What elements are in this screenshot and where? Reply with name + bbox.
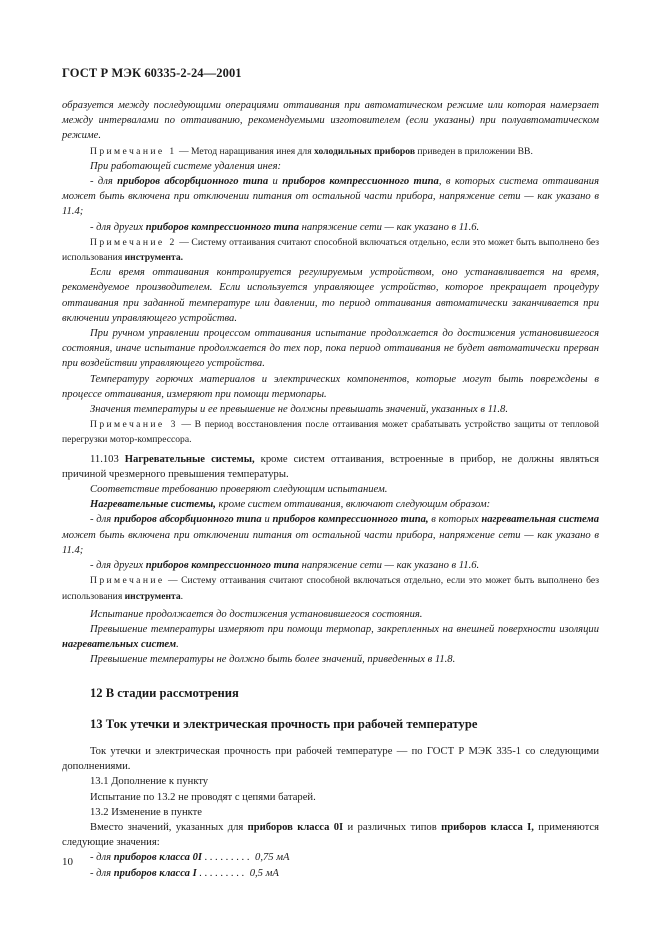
list-item-compression [62,220,599,235]
note-text: — Систему оттаивания считают способной включаться отдельно, если это может быть выполнено без использования [62,236,599,264]
bold-term: приборов класса I, [441,821,534,833]
text-run: . [176,639,179,651]
bold-term: приборов компрессионного типа [145,221,299,233]
note-3 [62,417,599,447]
paragraph-manual-defrost: При ручном управлении процессом оттаивания испытание продолжается до достижения установившегося состояния, иначе испытание продолжается до тех пор, пока период оттаивания не будет автоматически прерван при воздействии управляющего устройства. [62,328,599,370]
bold-term: нагревательных систем [62,639,177,651]
list-item-heating-absorption [62,512,599,558]
paragraph-thermocouple: Температуру горючих материалов и электрических компонентов, которые могут быть повреждены в процессе оттаивания, измеряют при помощи термопары. [62,373,599,400]
paragraph-battery-circuits: Испытание по 13.2 не проводят с цепями батарей. [90,791,316,803]
clause-11-103 [62,452,599,482]
paragraph-steady-state: Испытание продолжается до достижения установившегося состояния. [90,608,423,620]
text-run: напряжение сети — как указано в 11.6. [298,560,480,572]
note-label: Примечание 2 [90,236,177,248]
clause-13-2: 13.2 Изменение в пункте [90,806,202,818]
bold-term: приборов класса 0I [113,852,203,864]
leader-dots: . . . . . . . . . [196,867,250,879]
bold-term: приборов абсорбционного типа [113,514,262,526]
paragraph-defrost-working: При работающей системе удаления инея: [90,160,282,172]
note-text: — Метод наращивания инея для [176,145,315,157]
note-text: — В период восстановления после оттаивания может срабатывать устройство защиты от тепловой перегрузки мотор-компрессора. [62,419,599,446]
note-2 [62,235,599,265]
note-bold-term: холодильных приборов [314,145,416,157]
text-run: и [268,176,283,188]
text-run: кроме систем оттаивания, встроенные в прибор, не должны являться причиной чрезмерного превышения температуры. [62,453,599,480]
value: 0,5 мА [249,867,279,879]
text-run: - для других [90,560,146,572]
paragraph-frost-definition: образуется между последующими операциями оттаивания при автоматическом режиме или которая намерзает между интервалами по оттаиванию, рекомендуемыми изготовителем (если указаны) при полуавтоматическом режиме. [62,100,599,142]
text-run: - для других [90,221,146,233]
section-heading-12: 12 В стадии рассмотрения [90,685,239,700]
note-4 [62,573,599,603]
bold-term: приборов класса I [113,867,197,879]
document-header: ГОСТ Р МЭК 60335-2-24—2001 [62,66,242,80]
text-run: Превышение температуры измеряют при помощи термопар, закрепленных на внешней поверхности изоляции [90,623,599,635]
value-row-class-i [62,866,599,881]
paragraph-heating-systems [62,497,599,512]
paragraph-compliance: Соответствие требованию проверяют следующим испытанием. [90,484,388,496]
text-run: Вместо значений, указанных для [90,821,248,833]
text-run: может быть включена при отключении питания от остальной части прибора, напряжение сети — как указано в 11.4; [62,529,599,556]
paragraph-replacement-values [62,820,599,850]
clause-number: 11.103 [90,453,125,465]
text-run: - для [90,514,114,526]
bold-term: приборов класса 0I [247,821,344,833]
page-number: 10 [62,856,73,868]
paragraph-defrost-time: Если время оттаивания контролируется регулируемым устройством, оно устанавливается на время, рекомендуемое производителем. Если используется управляющее устройство, которое прекращает процедуру оттаивания при заданной температуре или давлении, то период оттаивания автоматически заканчивается при включении управляющего устройства. [62,267,599,324]
bold-term: нагревательная система [481,514,600,526]
bold-term: приборов компрессионного типа [282,176,439,188]
text-run: в которых [428,514,482,526]
note-bold-term: инструмента. [124,252,184,264]
text-run: и [261,514,273,526]
paragraph-leakage-current: Ток утечки и электрическая прочность при рабочей температуре — по ГОСТ Р МЭК 335-1 со следующими дополнениями. [62,745,599,773]
text-run: - для [90,176,118,188]
note-text-end: приведен в приложении ВВ. [415,145,533,157]
note-text-end: . [180,590,184,602]
list-item-absorption [62,174,599,220]
text-run: кроме систем оттаивания, включают следующим образом: [215,499,491,511]
bold-term: приборов компрессионного типа [145,560,299,572]
list-item-heating-compression [62,558,599,573]
section-heading-13: 13 Ток утечки и электрическая прочность при рабочей температуре [90,716,478,731]
text-run: применяются следующие значения: [62,821,600,849]
leader-dots: . . . . . . . . . [202,852,256,864]
text-run: - для [90,867,114,879]
note-label: Примечание 3 [90,419,178,431]
text-run: и различных типов [343,821,442,833]
page-body [62,98,599,881]
note-1 [62,144,599,159]
paragraph-temperature-limit: Превышение температуры не должно быть более значений, приведенных в 11.8. [90,654,456,666]
bold-term: приборов компрессионного типа, [272,514,429,526]
note-label: Примечание 1 [90,145,177,157]
value-row-class-0i [62,850,599,865]
bold-term: Нагревательные системы, [124,453,255,465]
note-text: — Систему оттаивания считают способной включаться отдельно, если это может быть выполнено без использования [62,575,599,602]
text-run: - для [90,852,114,864]
note-label: Примечание [90,575,165,587]
paragraph-temperature-rise [62,622,599,652]
paragraph-temperature-limits: Значения температуры и ее превышение не должны превышать значений, указанных в 11.8. [90,404,509,416]
bold-term: Нагревательные системы, [90,499,216,511]
text-run: , в которых система оттаивания может быть включена при отключении питания от остальной части прибора, напряжение сети — как указано в 11.4; [62,176,600,218]
note-bold-term: инструмента [124,590,181,602]
bold-term: приборов абсорбционного типа [117,176,269,188]
text-run: напряжение сети — как указано в 11.6. [298,221,480,233]
clause-13-1: 13.1 Дополнение к пункту [90,776,209,788]
value: 0,75 мА [255,852,290,864]
